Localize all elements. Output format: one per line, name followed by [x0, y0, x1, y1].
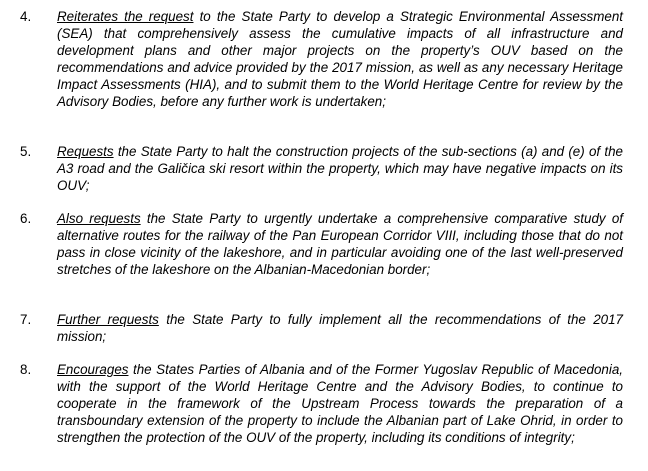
paragraph-number: 4.: [20, 9, 32, 24]
paragraph-lead: Reiterates the request: [57, 9, 194, 24]
paragraph-text: to the State Party to develop a Strategic Environmental Assessment (SEA) that comprehensively assess the cumulative impacts of all infrastructure and development plans and other major projects on the property’s OUV based on the recommendations and advice provided by the 2017 mission, as well as any necessary Heritage Impact Assessments (HIA), and to submit them to the World Heritage Centre for review by the Advisory Bodies, before any further work is undertaken;: [57, 9, 624, 109]
paragraph-body: [57, 210, 623, 278]
paragraph-body: [57, 143, 623, 194]
paragraph-lead: Also requests: [57, 211, 141, 226]
paragraph-body: [57, 8, 623, 110]
paragraph-number: 5.: [20, 144, 32, 159]
paragraph-lead: Encourages: [57, 362, 129, 377]
paragraph-body: [57, 361, 623, 446]
paragraph-text: the States Parties of Albania and of the Former Yugoslav Republic of Macedonia, with the support of the World Heritage Centre and the Advisory Bodies, to continue to cooperate in the framework of the Upstream Process towards the preparation of a transboundary extension of the property to include the Albanian part of Lake Ohrid, in order to strengthen the protection of the OUV of the property, including its conditions of integrity;: [57, 362, 623, 445]
paragraph-text: the State Party to halt the construction projects of the sub-sections (a) and (e) of the A3 road and the Galičica ski resort within the property, which may have negative impacts on its OUV;: [57, 144, 623, 193]
paragraph-lead: Further requests: [57, 312, 159, 327]
paragraph-number: 8.: [20, 362, 32, 377]
paragraph-text: the State Party to fully implement all the recommendations of the 2017 mission;: [57, 312, 623, 344]
paragraph-number: 6.: [20, 211, 32, 226]
paragraph-text: the State Party to urgently undertake a comprehensive comparative study of alternative routes for the railway of the Pan European Corridor VIII, including those that do not pass in close vicinity of the lakeshore, and in particular avoiding one of the last well-preserved stretches of the lakeshore on the Albanian-Macedonian border;: [57, 211, 623, 277]
paragraph-body: [57, 311, 623, 345]
paragraph-number: 7.: [20, 312, 32, 327]
paragraph-lead: Requests: [57, 144, 114, 159]
